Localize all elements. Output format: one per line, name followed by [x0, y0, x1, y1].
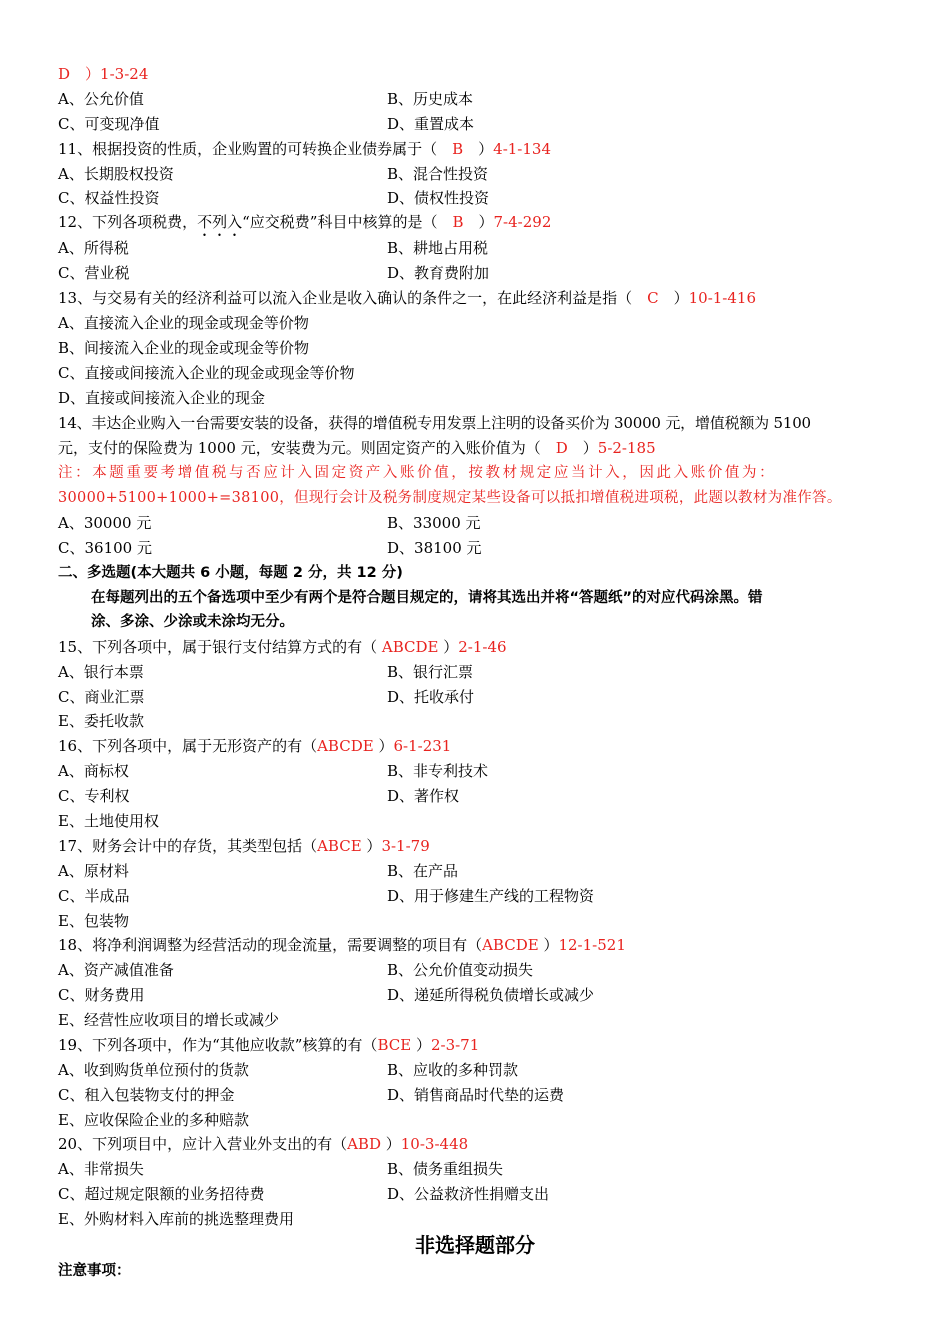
q14-option-d: D、38100 元 — [387, 539, 482, 557]
q11-ref: 4-1-134 — [493, 140, 552, 158]
q19-option-c: C、租入包装物支付的押金 — [58, 1086, 235, 1104]
q15-option-d: D、托收承付 — [387, 688, 475, 706]
q14-answer: D — [555, 439, 568, 457]
q10-option-b: B、历史成本 — [387, 90, 474, 108]
q16-option-b: B、非专利技术 — [387, 762, 489, 780]
q15-option-e: E、委托收款 — [58, 712, 144, 730]
q20-option-c: C、超过规定限额的业务招待费 — [58, 1185, 265, 1203]
q17-option-b: B、在产品 — [387, 862, 459, 880]
q12-option-d: D、教育费附加 — [387, 264, 490, 282]
q11-option-d: D、债权性投资 — [387, 189, 490, 207]
q12-answer: B — [452, 213, 464, 231]
q10-answer: D — [58, 65, 71, 83]
q14-option-b: B、33000 元 — [387, 514, 481, 532]
q10-ref: 1-3-24 — [100, 65, 149, 83]
section2-title: 二、多选题(本大题共 6 小题，每题 2 分，共 12 分) — [58, 565, 403, 581]
q14-note-line-1: 注：本题重要考增值税与否应计入固定资产入账价值，按教材规定应当计入，因此入账价值为： — [58, 465, 777, 481]
q17-option-c: C、半成品 — [58, 887, 130, 905]
q16-answer: ABCDE — [317, 737, 374, 755]
q13-option-d: D、直接或间接流入企业的现金 — [58, 389, 266, 407]
q20-option-b: B、债务重组损失 — [387, 1160, 504, 1178]
q10-option-d: D、重置成本 — [387, 115, 475, 133]
q17-ref: 3-1-79 — [381, 837, 430, 855]
q18-option-e: E、经营性应收项目的增长或减少 — [58, 1011, 279, 1029]
q11-option-a: A、长期股权投资 — [58, 165, 174, 183]
q20-option-e: E、外购材料入库前的挑选整理费用 — [58, 1210, 294, 1228]
q20-answer: ABD — [347, 1135, 381, 1153]
q20-option-a: A、非常损失 — [58, 1160, 144, 1178]
q13-option-c: C、直接或间接流入企业的现金或现金等价物 — [58, 364, 355, 382]
q16-option-c: C、专利权 — [58, 787, 130, 805]
q19-answer: BCE — [377, 1036, 412, 1054]
q16-option-d: D、著作权 — [387, 787, 460, 805]
q14-option-a: A、30000 元 — [58, 514, 152, 532]
q12-ref: 7-4-292 — [493, 213, 552, 231]
q15-option-b: B、银行汇票 — [387, 663, 474, 681]
q14-ref: 5-2-185 — [597, 439, 656, 457]
q13-option-b: B、间接流入企业的现金或现金等价物 — [58, 339, 310, 357]
part-title: 非选择题部分 — [415, 1233, 535, 1257]
q18-ref: 12-1-521 — [558, 936, 626, 954]
q17-option-a: A、原材料 — [58, 862, 129, 880]
q16-option-e: E、土地使用权 — [58, 812, 159, 830]
q13-ref: 10-1-416 — [688, 289, 757, 307]
q12-option-b: B、耕地占用税 — [387, 239, 489, 257]
q19-option-d: D、销售商品时代垫的运费 — [387, 1086, 565, 1104]
q16-stem-line: 16、下列各项中，属于无形资产的有（ABCDE ）6-1-231 — [58, 737, 452, 755]
q17-stem-line: 17、财务会计中的存货，其类型包括（ABCE ）3-1-79 — [58, 837, 430, 855]
section2-instruction-1: 在每题列出的五个备选项中至少有两个是符合题目规定的，请将其选出并将“答题纸”的对应代码涂黑。错 — [91, 590, 763, 606]
q20-stem-line: 20、下列项目中，应计入营业外支出的有（ABD ）10-3-448 — [58, 1135, 469, 1153]
q18-option-c: C、财务费用 — [58, 986, 145, 1004]
q11-option-c: C、权益性投资 — [58, 189, 160, 207]
section2-instruction-2: 涂、多涂、少涂或未涂均无分。 — [91, 614, 294, 630]
q10-answer-line: D ）1-3-24 — [58, 65, 149, 83]
q16-ref: 6-1-231 — [393, 737, 452, 755]
q17-answer: ABCE — [317, 837, 362, 855]
q13-stem-line: 13、与交易有关的经济利益可以流入企业是收入确认的条件之一，在此经济利益是指（ C ）10-1-416 — [58, 289, 757, 307]
q15-option-c: C、商业汇票 — [58, 688, 145, 706]
q17-option-d: D、用于修建生产线的工程物资 — [387, 887, 595, 905]
q12-stem-line: 12、下列各项税费，不列入“应交税费”科目中核算的是（ B ）7-4-292 — [58, 213, 552, 231]
q16-option-a: A、商标权 — [58, 762, 129, 780]
q19-ref: 2-3-71 — [430, 1036, 480, 1054]
notes-label: 注意事项： — [58, 1263, 131, 1279]
q15-option-a: A、银行本票 — [58, 663, 144, 681]
q13-answer: C — [647, 289, 659, 307]
q20-option-d: D、公益救济性捐赠支出 — [387, 1185, 550, 1203]
q17-option-e: E、包装物 — [58, 912, 129, 930]
q14-note-line-2: 30000+5100+1000+=38100，但现行会计及税务制度规定某些设备可以抵扣增值税进项税，此题以教材为准作答。 — [58, 490, 842, 506]
q11-answer: B — [452, 140, 464, 158]
q13-option-a: A、直接流入企业的现金或现金等价物 — [58, 314, 309, 332]
q18-stem-line: 18、将净利润调整为经营活动的现金流量，需要调整的项目有（ABCDE ）12-1-521 — [58, 936, 626, 954]
q14-stem-line-1: 14、丰达企业购入一台需要安装的设备，获得的增值税专用发票上注明的设备买价为 30000 元，增值税额为 5100 — [58, 414, 811, 432]
q19-stem-line: 19、下列各项中，作为“其他应收款”核算的有（BCE ）2-3-71 — [58, 1036, 480, 1054]
q18-option-b: B、公允价值变动损失 — [387, 961, 534, 979]
q20-ref: 10-3-448 — [400, 1135, 469, 1153]
q18-option-a: A、资产减值准备 — [58, 961, 174, 979]
q19-option-a: A、收到购货单位预付的货款 — [58, 1061, 249, 1079]
q18-option-d: D、递延所得税负债增长或减少 — [387, 986, 595, 1004]
q12-emphasis: 不列入 — [197, 213, 243, 231]
q12-option-a: A、所得税 — [58, 239, 129, 257]
q14-option-c: C、36100 元 — [58, 539, 152, 557]
q15-answer: ABCDE — [381, 638, 439, 656]
q11-option-b: B、混合性投资 — [387, 165, 489, 183]
q12-option-c: C、营业税 — [58, 264, 130, 282]
q15-stem-line: 15、下列各项中，属于银行支付结算方式的有（ ABCDE ）2-1-46 — [58, 638, 507, 656]
q10-option-a: A、公允价值 — [58, 90, 144, 108]
q19-option-e: E、应收保险企业的多种赔款 — [58, 1111, 249, 1129]
q11-stem-line: 11、根据投资的性质，企业购置的可转换企业债券属于（ B ）4-1-134 — [58, 140, 552, 158]
q15-ref: 2-1-46 — [458, 638, 507, 656]
q10-option-c: C、可变现净值 — [58, 115, 160, 133]
q19-option-b: B、应收的多种罚款 — [387, 1061, 519, 1079]
q14-stem-line-2: 元，支付的保险费为 1000 元，安装费为元。则固定资产的入账价值为（ D ）5-2-185 — [58, 439, 656, 457]
q18-answer: ABCDE — [482, 936, 539, 954]
